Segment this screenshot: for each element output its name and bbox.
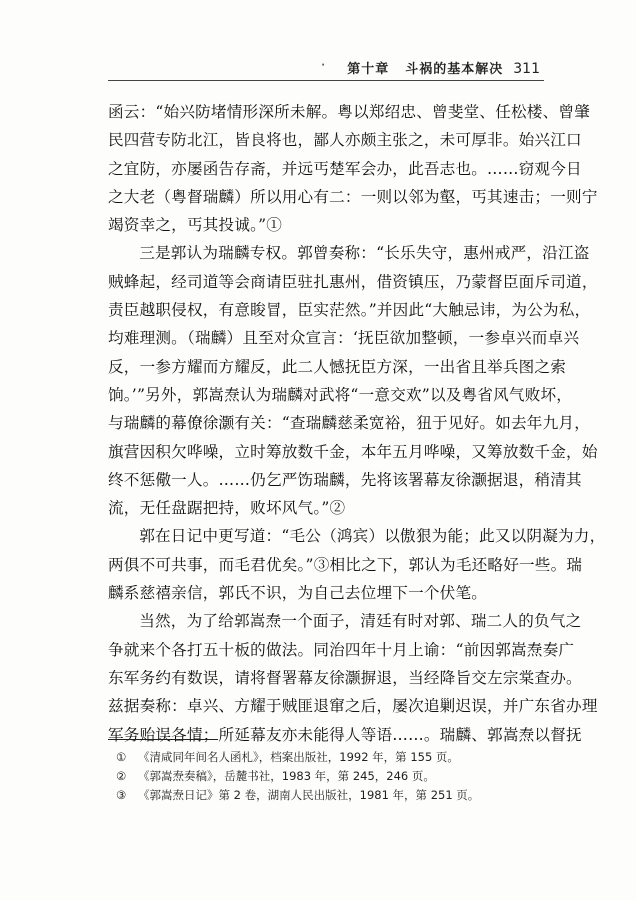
text-line: 两俱不可共事，而毛君优矣。”③相比之下，郭认为毛还略好一些。瑞 — [108, 555, 583, 574]
footnote-marker: ③ — [116, 788, 127, 802]
text-line: 与瑞麟的幕僚徐灏有关：“查瑞麟慈柔宽裕，狃于见好。如去年九月， — [108, 414, 590, 433]
text-line: 责臣越职侵权，有意睃冒，臣实茫然。”并因此“大触忌讳，为公为私， — [108, 301, 591, 320]
text-line: 贼蜂起，经司道等会商请臣驻扎惠州，借资镇压，乃蒙督臣面斥司道， — [108, 272, 598, 291]
text-line: 郭在日记中更写道：“毛公（鸿宾）以傲狠为能；此又以阴凝为力， — [139, 527, 606, 546]
paragraph — [108, 522, 606, 607]
text-line: 三是郭认为瑞麟专权。郭曾奏称：“长乐失守，惠州戒严，沿江盗 — [139, 244, 590, 263]
text-line: 争就来个各打五十板的做法。同治四年十月上谕：“前因郭嵩焘奏广 — [108, 640, 575, 659]
text-line: 麟系慈禧亲信，郭氏不识，为自己去位埋下一个伏笔。 — [108, 584, 488, 603]
text-line: 均难理测。（瑞麟）且至对众宣言：‘抚臣欲加整顿，一参卓兴而卓兴 — [108, 329, 580, 348]
text-line: 之大老（粤督瑞麟）所以用心有二：一则以邻为壑，丐其速击；一则宁 — [108, 187, 598, 206]
paragraph — [108, 98, 598, 239]
chapter-title: 斗祸的基本解决 — [405, 62, 504, 77]
text-line: 军务贻误各情；所延幕友亦未能得人等语……。瑞麟、郭嵩焘以督抚 — [108, 725, 582, 744]
page-number: 311 — [513, 61, 540, 77]
paragraph — [108, 607, 598, 748]
footnote — [116, 786, 479, 805]
text-line: 东军务约有数误，请将督署幕友徐灏摒退，当经降旨交左宗棠查办。 — [108, 668, 582, 687]
text-line: 兹据奏称：卓兴、方耀于贼匪退窜之后，屡次追剿迟误，并广东省办理 — [108, 697, 598, 716]
running-header — [321, 58, 540, 77]
footnote — [116, 767, 479, 786]
text-line: 饷。’”另外，郭嵩焘认为瑞麟对武将“一意交欢”以及粤省风气败坏， — [108, 385, 573, 404]
header-dot: · — [321, 60, 327, 71]
text-line: 当然，为了给郭嵩焘一个面子，清廷有时对郭、瑞二人的负气之 — [139, 612, 582, 631]
footnotes — [116, 748, 479, 805]
text-line: 函云：“始兴防堵情形深所未解。粤以郑绍忠、曾斐堂、任松楼、曾肇 — [108, 103, 590, 121]
footnote-rule — [108, 739, 218, 740]
text-line: 之宜防，亦屡函告存斋，并远丐楚军会办，此吾志也。……窃观今日 — [108, 159, 582, 178]
text-line: 流，无任盘踞把持，败坏风气。”② — [108, 499, 346, 518]
text-line: 终不惩儆一人。……仍乞严饬瑞麟，先将该署幕友徐灏据退，稍清其 — [108, 470, 582, 489]
footnote-marker: ① — [116, 750, 127, 764]
footnote-text: 《郭嵩焘日记》第 2 卷，湖南人民出版社，1981 年，第 251 页。 — [138, 788, 480, 802]
chapter-label: 第十章 — [347, 62, 390, 77]
text-line: 旗营因积欠哗噪，立时筹放数千金，本年五月哗噪，又筹放数千金，始 — [108, 442, 598, 461]
footnote-text: 《郭嵩焘奏稿》，岳麓书社，1983 年，第 245，246 页。 — [138, 769, 435, 783]
text-line: 民四营专防北江，皆良将也，鄙人亦颇主张之，未可厚非。始兴江口 — [108, 131, 582, 150]
footnote-marker: ② — [116, 769, 127, 783]
footnote-text: 《清咸同年间名人函札》，档案出版社，1992 年，第 155 页。 — [138, 750, 459, 764]
body-text — [108, 98, 606, 749]
text-line: 反，一参方耀而方耀反，此二人憾抚臣方深，一出省且举兵图之索 — [108, 357, 567, 376]
paragraph — [108, 239, 598, 522]
footnote — [116, 748, 479, 767]
header-rule — [108, 80, 544, 81]
text-line: 竭资幸之，丐其投诚。”① — [108, 216, 283, 235]
